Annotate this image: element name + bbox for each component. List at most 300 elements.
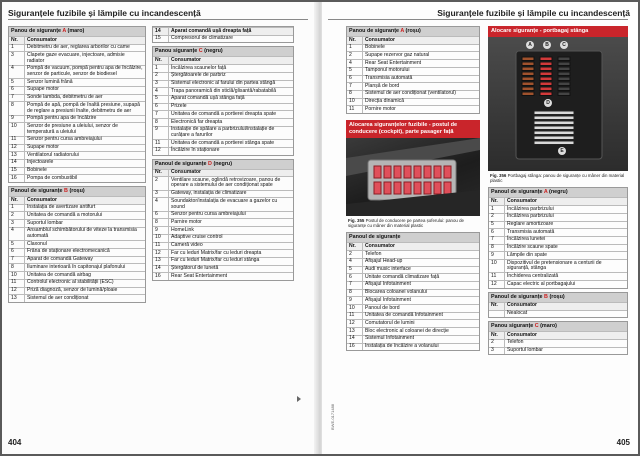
fuse-icon [384, 166, 391, 178]
table-row [9, 65, 145, 78]
fuse-consumer: Adaptive cruise control [169, 234, 294, 242]
fuse-number: 7 [489, 236, 505, 244]
fuse-consumer: Sistemul de aer condiționat [25, 295, 146, 302]
fuse-consumer: Ventilatorul radiatorului [25, 152, 146, 160]
fuse-icon [540, 67, 552, 71]
fuse-consumer: Afișajul Infotainment [363, 297, 480, 305]
fuse-consumer: Senzor de presiune a uleiului, senzor de temperatură a uleiului [25, 123, 146, 136]
fuse-icon [540, 87, 552, 91]
continue-arrow-icon [297, 396, 301, 402]
fuse-consumer: Consumator [363, 243, 480, 251]
relay-icon [534, 116, 574, 120]
fuse-number: 8 [347, 90, 363, 98]
fuse-number: 2 [153, 72, 169, 80]
fuse-icon [540, 62, 552, 66]
fuse-number: 9 [153, 227, 169, 235]
fuse-consumer: Suportul lombar [25, 220, 146, 228]
fuse-consumer: Consumator [505, 302, 628, 310]
panel-plain-table [347, 242, 479, 350]
fuse-consumer: Reglare amortizoare [505, 221, 628, 229]
title-rule [328, 19, 628, 20]
fuse-number: 4 [347, 60, 363, 68]
table-row [153, 227, 293, 235]
fuse-number: 1 [489, 206, 505, 214]
fuse-consumer: Sistemul Infotainment [363, 335, 480, 343]
table-row [153, 198, 293, 211]
fuse-consumer: Unitatea de comandă Infotainment [363, 312, 480, 320]
table-row [347, 312, 479, 320]
fuse-number: Nr. [9, 197, 25, 205]
fuse-number: 3 [153, 190, 169, 198]
fuse-number: 4 [9, 227, 25, 240]
table-row [347, 328, 479, 336]
table-row [9, 248, 145, 256]
fuse-number: 4 [153, 198, 169, 211]
fuse-consumer: Încălzirea parbrizului [505, 213, 628, 221]
table-row [489, 310, 627, 317]
fuse-number: 2 [489, 339, 505, 347]
table-row [9, 295, 145, 302]
fuse-number: 7 [9, 256, 25, 264]
fuse-number: 7 [153, 111, 169, 119]
table-row [153, 147, 293, 154]
fuse-number: 9 [489, 252, 505, 260]
panel-plain-header: Panoul de siguranțe [347, 233, 479, 242]
fuse-consumer: Senzor lumină frână [25, 79, 146, 87]
fuse-icon [522, 67, 534, 71]
fuse-consumer: Ștergătoarele de parbriz [169, 72, 294, 80]
panel-b-header: Panoul de siguranțe B (roșu) [9, 187, 145, 196]
fuse-icon [558, 67, 570, 71]
fuse-consumer: Sistemul electronic al farului din partea stângă [169, 80, 294, 88]
panel-d-table [153, 169, 293, 281]
table-row [489, 339, 627, 347]
fuse-icon [434, 182, 441, 194]
fuse-consumer: Aparat comandă ușă stânga față [169, 95, 294, 103]
fuse-number: 2 [347, 52, 363, 60]
table-row [153, 211, 293, 219]
fuse-consumer: Încălzirea parbrizului [505, 206, 628, 214]
table-row [9, 144, 145, 152]
table-row [489, 236, 627, 244]
fuse-number: 13 [347, 328, 363, 336]
panel-a-header: Panou de siguranțe A (maro) [9, 27, 145, 36]
fuse-consumer: Telefon [505, 339, 628, 347]
panel-a-table [9, 36, 145, 182]
fuse-number: Nr. [153, 57, 169, 65]
fuse-number: 12 [9, 144, 25, 152]
cockpit-fuse-heading: Alocarea siguranțelor fuzibile - postul de conducere (cockpit), parte pasager față [346, 120, 480, 138]
table-row [9, 272, 145, 280]
fuse-number: 16 [9, 175, 25, 182]
fuse-number: 3 [9, 52, 25, 65]
fuse-number: Nr. [489, 302, 505, 310]
right-column-1 [346, 26, 480, 354]
fuse-consumer: Bobinele [363, 44, 480, 52]
table-row [153, 35, 293, 42]
table-row [9, 136, 145, 144]
fuse-number: Nr. [347, 37, 363, 45]
fuse-icon [522, 57, 534, 61]
fuse-number: 8 [153, 219, 169, 227]
fuse-consumer: Ventilare scaune, oglindă retrovizoare, panou de operare a sistemului de aer condiționat spate [169, 177, 294, 190]
table-row [347, 106, 479, 113]
panel-a-black-table [489, 197, 627, 287]
table-row [153, 80, 293, 88]
fuse-icon [444, 182, 451, 194]
table-row [9, 44, 145, 52]
fuse-number: 10 [489, 260, 505, 273]
fuse-consumer: Prizele [169, 103, 294, 111]
fuse-number: 4 [347, 258, 363, 266]
fuse-number: 10 [9, 123, 25, 136]
table-row [347, 258, 479, 266]
left-column-2 [152, 26, 294, 284]
fuse-number: 14 [153, 265, 169, 273]
fuse-consumer: Consumator [25, 197, 146, 205]
page-number-right: 405 [616, 438, 630, 447]
table-row [153, 65, 293, 73]
fuse-consumer: Unitatea de comandă a portierei dreapta spate [169, 111, 294, 119]
right-column-2 [488, 26, 628, 358]
table-row [9, 175, 145, 182]
fuse-consumer: Ștergătorul de lunetă [169, 265, 294, 273]
fuse-number: 11 [489, 273, 505, 281]
document-code: BWE-0171488 [330, 403, 335, 430]
fuse-label-d: D [544, 99, 552, 107]
table-header-row [9, 37, 145, 45]
fuse-consumer: Afișajul Head-up [363, 258, 480, 266]
fuse-consumer: Consumator [363, 37, 480, 45]
table-row [347, 67, 479, 75]
fuse-number: 9 [153, 126, 169, 139]
fuse-icon [414, 166, 421, 178]
fuse-consumer: Pornire motor [363, 106, 480, 113]
fuse-number: 6 [153, 103, 169, 111]
fuse-consumer: Instalația de avertizare antifurt [25, 204, 146, 212]
table-row [347, 343, 479, 350]
fuse-consumer: Direcția dinamică [363, 98, 480, 106]
fuse-icon [540, 77, 552, 81]
fuse-consumer: Consumator [505, 332, 628, 340]
fuse-number: 11 [347, 106, 363, 113]
fuse-consumer: Transmisia automată [505, 229, 628, 237]
running-title-right: Siguranțele fuzibile și lămpile cu incandescență [437, 8, 630, 18]
fuse-consumer: Senzor pentru cursa ambreiajului [169, 211, 294, 219]
fuse-consumer: Audi music interface [363, 266, 480, 274]
cockpit-figure [346, 120, 480, 228]
table-row [347, 297, 479, 305]
table-row [153, 88, 293, 96]
fuse-number: 8 [9, 102, 25, 115]
fuse-number: 10 [153, 234, 169, 242]
left-page [2, 2, 318, 454]
table-row [347, 335, 479, 343]
fuse-consumer: Tamponul motorului [363, 67, 480, 75]
fuse-number: 6 [347, 274, 363, 282]
table-row [9, 241, 145, 249]
fuse-icon [558, 62, 570, 66]
fuse-consumer: Aparat comandă ușă dreapta față [169, 28, 294, 36]
fuse-number: Nr. [9, 37, 25, 45]
fuse-number: Nr. [489, 198, 505, 206]
fuse-number: 1 [347, 44, 363, 52]
fuse-icon [540, 82, 552, 86]
fuse-panel-b [8, 186, 146, 303]
table-row [347, 90, 479, 98]
fuse-number: Nr. [347, 243, 363, 251]
table-row [347, 274, 479, 282]
fuse-number: 3 [153, 80, 169, 88]
table-header-row [153, 28, 293, 36]
fuse-consumer: Capac electric al portbagajului [505, 281, 628, 288]
fuse-icon [558, 72, 570, 76]
fuse-number: 12 [153, 250, 169, 258]
fuse-number: 13 [9, 295, 25, 302]
table-row [153, 234, 293, 242]
table-header-row [347, 243, 479, 251]
table-row [9, 279, 145, 287]
fuse-number: 5 [489, 221, 505, 229]
fuse-consumer: Electronică far dreapta [169, 119, 294, 127]
fuse-panel-b-red [488, 292, 628, 318]
relay-icon [534, 136, 574, 140]
fuse-icon [540, 57, 552, 61]
fuse-icon [522, 72, 534, 76]
table-row [9, 227, 145, 240]
table-row [153, 257, 293, 265]
fuse-icon [522, 77, 534, 81]
fuse-icon [414, 182, 421, 194]
fuse-consumer: Parnire motor [169, 219, 294, 227]
table-row [347, 44, 479, 52]
fuse-panel-a [8, 26, 146, 183]
fuse-number: 2 [9, 212, 25, 220]
fuse-number: 8 [153, 119, 169, 127]
table-row [347, 52, 479, 60]
table-header-row [489, 302, 627, 310]
fuse-number: 15 [9, 167, 25, 175]
fuse-number: 5 [153, 95, 169, 103]
fig-355-caption: Fig. 355 Postul de conducere pe partea șoferului: panou de siguranțe cu mâner din material plastic [348, 218, 464, 229]
fuse-number: 2 [153, 177, 169, 190]
fuse-number: 9 [347, 297, 363, 305]
fuse-consumer: Soundaktor/instalația de evacuare a gazelor cu sound [169, 198, 294, 211]
table-row [153, 265, 293, 273]
fuse-consumer: Pompa de combustibil [25, 175, 146, 182]
fuse-consumer: Dispozitivul de pretensionare a centurii de siguranță, stânga [505, 260, 628, 273]
fuse-icon [384, 182, 391, 194]
fuse-consumer: Cameră video [169, 242, 294, 250]
fuse-consumer: Unitatea de comandă a portierei stânga spate [169, 140, 294, 148]
fuse-consumer: Consumator [169, 169, 294, 177]
fuse-number: Nr. [153, 169, 169, 177]
fuse-icon [558, 87, 570, 91]
fuse-consumer: Senzor pentru cursa ambreiajului [25, 136, 146, 144]
trunk-figure [488, 26, 628, 183]
fuse-consumer: Lămpile din spate [505, 252, 628, 260]
fuse-number: 10 [9, 272, 25, 280]
fuse-panel-a-black [488, 187, 628, 288]
title-rule [8, 19, 308, 20]
fuse-consumer: Consumator [169, 57, 294, 65]
fuse-number: 2 [347, 251, 363, 259]
fuse-number: 12 [347, 320, 363, 328]
fuse-label-b: B [543, 41, 551, 49]
fuse-number: 16 [347, 343, 363, 350]
fuse-consumer: Priză diagnoză, senzor de lumină/ploaie [25, 287, 146, 295]
fuse-label-c: C [560, 41, 568, 49]
fuse-panel-a-right [346, 26, 480, 114]
fuse-number: 12 [489, 281, 505, 288]
fuse-number: 14 [9, 159, 25, 167]
table-header-row [489, 198, 627, 206]
panel-a-right-table [347, 36, 479, 113]
fuse-consumer: Supape motor [25, 144, 146, 152]
table-row [9, 94, 145, 102]
table-row [9, 123, 145, 136]
fuse-icon [424, 166, 431, 178]
fuse-number: 2 [489, 213, 505, 221]
table-row [153, 95, 293, 103]
fuse-consumer: Consumator [505, 198, 628, 206]
panel-c-table [153, 56, 293, 154]
fuse-number: 1 [9, 44, 25, 52]
table-row [153, 111, 293, 119]
table-row [9, 220, 145, 228]
fuse-consumer: Rear Seat Entertainment [363, 60, 480, 68]
fuse-consumer: Pompă de vacuum, pompă pentru apa de încălzire, senzor de particule, senzor de biodiesel [25, 65, 146, 78]
relay-icon [534, 126, 574, 130]
table-row [489, 260, 627, 273]
fuse-number: 5 [347, 266, 363, 274]
fuse-consumer: Clapete gaze evacuare, injectoare, admisie radiator [25, 52, 146, 65]
fuse-icon [558, 92, 570, 96]
fuse-icon [424, 182, 431, 194]
panel-b-continued-table [153, 27, 293, 42]
fuse-consumer: Gateway, instalația de climatizare [169, 190, 294, 198]
table-row [347, 266, 479, 274]
fuse-icon [394, 182, 401, 194]
fuse-number: 14 [153, 28, 169, 36]
fuse-number: 8 [489, 244, 505, 252]
cockpit-fuse-illustration [346, 138, 480, 216]
fuse-number: 10 [347, 305, 363, 313]
table-row [347, 289, 479, 297]
relay-icon [534, 131, 574, 135]
fuse-number: 9 [9, 115, 25, 123]
fuse-panel-b-continued [152, 26, 294, 43]
fuse-number: Nr. [489, 332, 505, 340]
table-row [153, 273, 293, 280]
table-row [9, 212, 145, 220]
left-column-1 [8, 26, 146, 306]
running-title-left: Siguranțele fuzibile și lămpile cu incandescență [8, 8, 201, 18]
table-row [9, 79, 145, 87]
fuse-number: 6 [153, 211, 169, 219]
fuse-consumer: Trapa panoramică din sticlă/glisantă/rabatabilă [169, 88, 294, 96]
table-row [153, 103, 293, 111]
table-row [153, 177, 293, 190]
table-row [153, 250, 293, 258]
fuse-number: 7 [9, 94, 25, 102]
relay-icon [534, 121, 574, 125]
panel-b-red-header: Panoul de siguranțe B (roșu) [489, 293, 627, 302]
table-header-row [153, 57, 293, 65]
table-row [9, 115, 145, 123]
table-row [153, 242, 293, 250]
panel-b-table [9, 196, 145, 302]
fuse-consumer: Supape motor [25, 86, 146, 94]
table-row [489, 213, 627, 221]
table-header-row [489, 332, 627, 340]
fuse-icon [522, 82, 534, 86]
fuse-icon [394, 166, 401, 178]
fuse-panel-plain [346, 232, 480, 351]
fuse-panel-c [152, 46, 294, 155]
table-header-row [347, 37, 479, 45]
fuse-icon [558, 82, 570, 86]
table-row [9, 204, 145, 212]
table-row [489, 252, 627, 260]
table-row [153, 219, 293, 227]
fuse-consumer: Telefon [363, 251, 480, 259]
table-row [347, 305, 479, 313]
table-row [489, 281, 627, 288]
fuse-number: 11 [347, 312, 363, 320]
table-row [9, 167, 145, 175]
fuse-icon [540, 72, 552, 76]
fuse-panel-c-brown [488, 321, 628, 355]
fuse-number: 5 [9, 241, 25, 249]
fuse-consumer: Iluminare interioară în capitonajul plafonului [25, 264, 146, 272]
fuse-number: 10 [347, 98, 363, 106]
fuse-number: 12 [153, 147, 169, 154]
fuse-number: 15 [153, 35, 169, 42]
fuse-icon [540, 92, 552, 96]
panel-a-right-header: Panou de siguranțe A (roșu) [347, 27, 479, 36]
table-row [347, 83, 479, 91]
fuse-consumer: Bloc electronic al coloanei de direcție [363, 328, 480, 336]
table-row [489, 347, 627, 354]
panel-d-header: Panoul de siguranțe D (negru) [153, 160, 293, 169]
table-row [347, 320, 479, 328]
table-row [9, 159, 145, 167]
fuse-number: 14 [347, 335, 363, 343]
fuse-label-a: A [526, 41, 534, 49]
manual-spread [2, 2, 638, 454]
panel-b-red-table [489, 302, 627, 317]
fuse-icon [404, 166, 411, 178]
table-row [347, 60, 479, 68]
fuse-consumer: Ansamblul schimbătorului de viteze la transmisia automată [25, 227, 146, 240]
fuse-consumer: Planșă de bord [363, 83, 480, 91]
fuse-icon [404, 182, 411, 194]
fuse-number: 4 [9, 65, 25, 78]
fuse-consumer: Încălzirea scaunelor față [169, 65, 294, 73]
fuse-number: 1 [9, 204, 25, 212]
fuse-consumer: Unitate comandă climatizare față [363, 274, 480, 282]
fuse-icon [522, 87, 534, 91]
fuse-consumer: Închiderea centralizată [505, 273, 628, 281]
fuse-consumer: Unitatea de comandă airbag [25, 272, 146, 280]
table-header-row [153, 169, 293, 177]
fuse-consumer: Sistemul de aer condiționat (ventilatorul) [363, 90, 480, 98]
fuse-consumer: Bobinele [25, 167, 146, 175]
fuse-number: 6 [347, 75, 363, 83]
fuse-consumer: Panoul de bord [363, 305, 480, 313]
table-row [153, 126, 293, 139]
